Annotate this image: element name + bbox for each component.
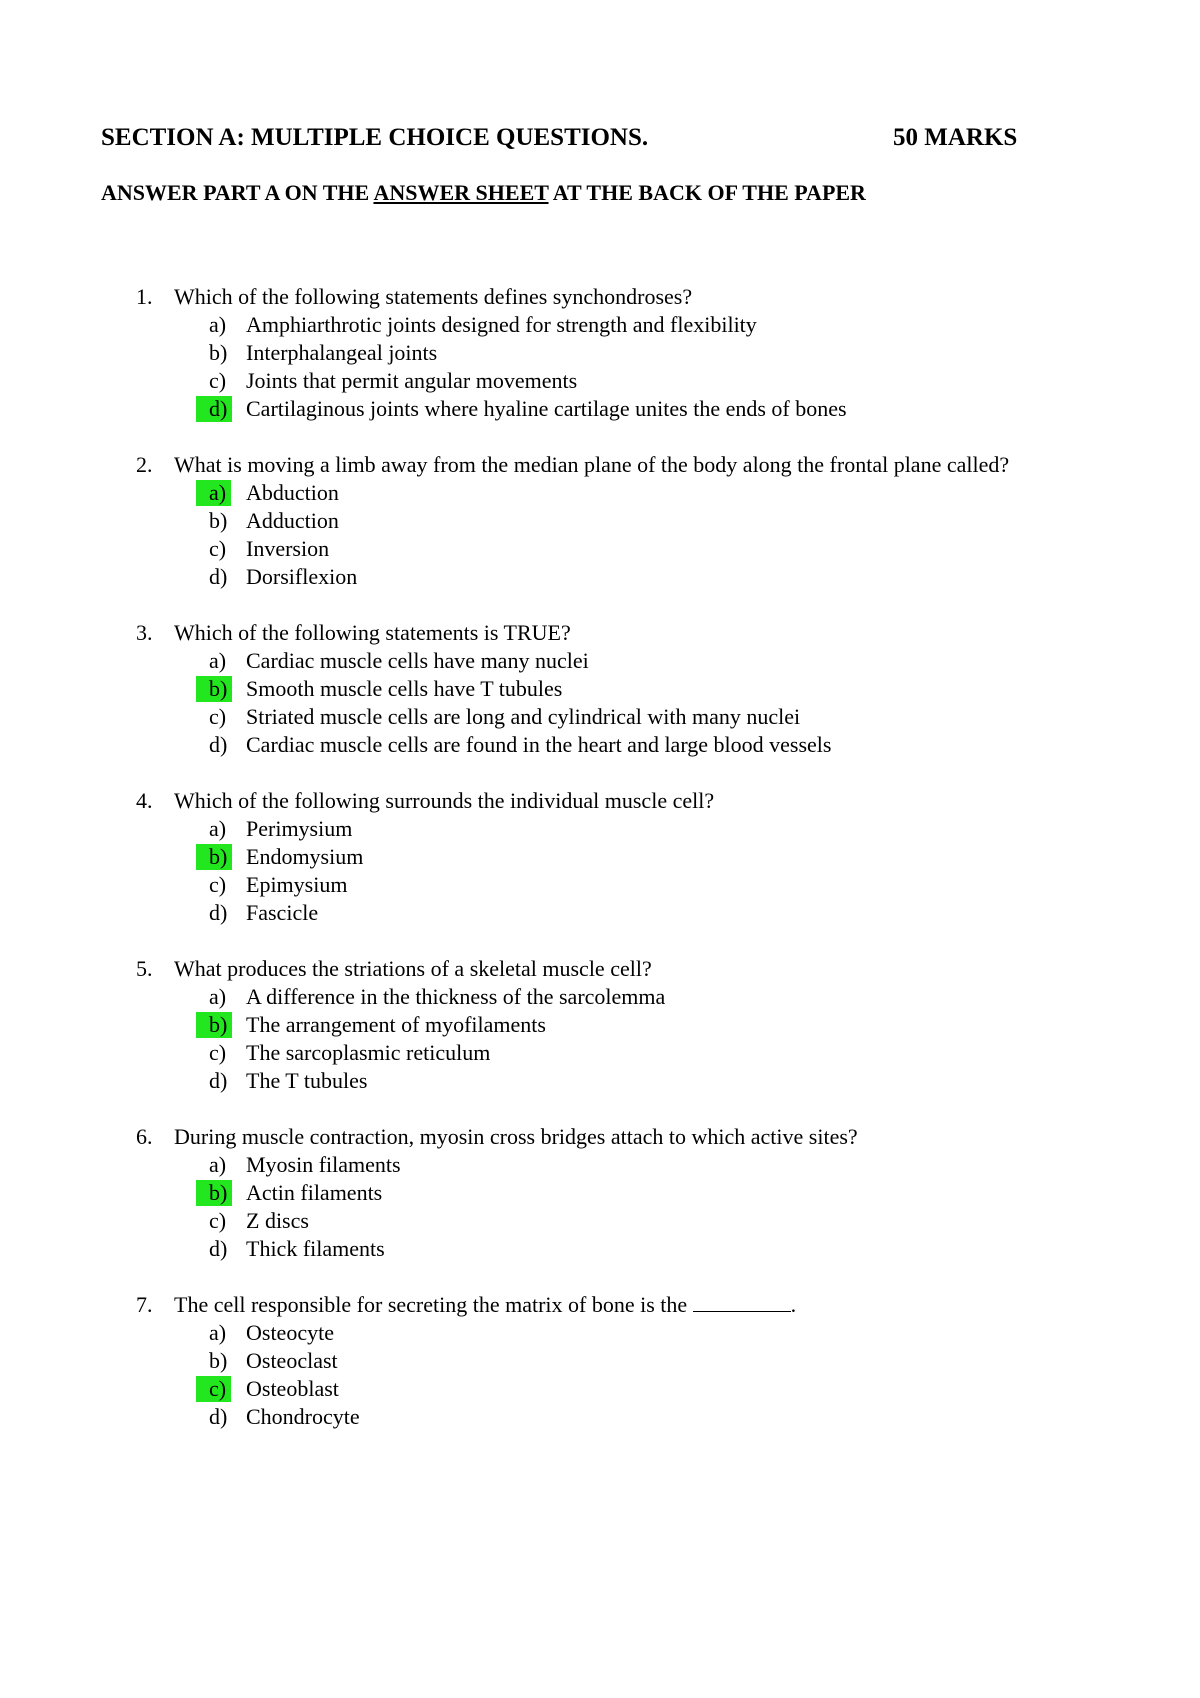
question-line <box>0 283 1200 311</box>
option-text: Endomysium <box>246 844 364 869</box>
answer-option <box>0 535 1200 563</box>
option-text: Interphalangeal joints <box>246 340 438 365</box>
option-text: Amphiarthrotic joints designed for strength and flexibility <box>246 312 757 337</box>
answer-option-highlighted <box>0 1375 1200 1403</box>
option-text: Epimysium <box>246 872 348 897</box>
option-letter-highlighted: a) <box>196 480 231 506</box>
answer-option <box>0 1207 1200 1235</box>
question-line <box>0 1291 1200 1319</box>
option-letter: a) <box>209 312 227 337</box>
answer-option <box>0 311 1200 339</box>
option-text: Joints that permit angular movements <box>246 368 578 393</box>
option-letter-highlighted: b) <box>196 1180 232 1206</box>
question-number: 7. <box>136 1292 153 1317</box>
option-letter-highlighted: d) <box>196 396 232 422</box>
answer-option <box>0 871 1200 899</box>
answer-option-highlighted <box>0 675 1200 703</box>
answer-option <box>0 983 1200 1011</box>
option-text: Inversion <box>246 536 330 561</box>
option-text: Striated muscle cells are long and cylindrical with many nuclei <box>246 704 801 729</box>
question-item <box>0 619 1200 759</box>
section-marks: 50 MARKS <box>893 124 1018 151</box>
option-letter-highlighted: b) <box>196 844 232 870</box>
question-item <box>0 955 1200 1095</box>
question-text-wrap <box>174 1123 858 1151</box>
question-number: 5. <box>136 956 153 981</box>
answer-option-highlighted <box>0 395 1200 423</box>
option-letter: a) <box>209 1320 227 1345</box>
section-title: SECTION A: MULTIPLE CHOICE QUESTIONS. <box>101 124 649 151</box>
option-letter: c) <box>209 536 227 561</box>
answer-option <box>0 703 1200 731</box>
option-text: Cardiac muscle cells are found in the heart and large blood vessels <box>246 732 832 757</box>
option-letter: c) <box>209 368 227 393</box>
question-line <box>0 787 1200 815</box>
option-text: Chondrocyte <box>246 1404 360 1429</box>
option-text: Actin filaments <box>246 1180 383 1205</box>
question-item <box>0 1123 1200 1263</box>
question-text-wrap <box>174 283 692 311</box>
option-text: Myosin filaments <box>246 1152 401 1177</box>
option-letter: d) <box>209 1404 228 1429</box>
fill-in-blank <box>693 1291 791 1312</box>
answer-option <box>0 815 1200 843</box>
instruction-prefix: ANSWER PART A ON THE <box>101 180 374 205</box>
option-letter: d) <box>209 732 228 757</box>
answer-option <box>0 563 1200 591</box>
question-text: Which of the following statements defines synchondroses? <box>174 284 693 309</box>
question-text-wrap <box>174 451 1009 479</box>
question-number: 1. <box>136 284 153 309</box>
question-item <box>0 1291 1200 1431</box>
answer-option <box>0 1347 1200 1375</box>
option-text: The sarcoplasmic reticulum <box>246 1040 491 1065</box>
instruction-answer-sheet: ANSWER SHEET <box>373 180 549 205</box>
question-text: What produces the striations of a skeletal muscle cell? <box>174 956 652 981</box>
question-line <box>0 1123 1200 1151</box>
answer-option-highlighted <box>0 1179 1200 1207</box>
question-text: Which of the following statements is TRUE? <box>174 620 571 645</box>
option-text: The T tubules <box>246 1068 368 1093</box>
question-number: 3. <box>136 620 153 645</box>
answer-option-highlighted <box>0 843 1200 871</box>
answer-option-highlighted <box>0 479 1200 507</box>
answer-option <box>0 1319 1200 1347</box>
option-letter: c) <box>209 1208 227 1233</box>
section-header <box>101 123 1036 153</box>
question-item <box>0 787 1200 927</box>
question-number: 2. <box>136 452 153 477</box>
option-text: Dorsiflexion <box>246 564 358 589</box>
question-line <box>0 619 1200 647</box>
option-text: Smooth muscle cells have T tubules <box>246 676 563 701</box>
question-text: The cell responsible for secreting the matrix of bone is the <box>174 1292 688 1317</box>
question-line <box>0 451 1200 479</box>
option-letter: c) <box>209 704 227 729</box>
answer-instruction <box>101 180 866 206</box>
option-letter-highlighted: b) <box>196 676 232 702</box>
question-item <box>0 283 1200 423</box>
question-text: During muscle contraction, myosin cross bridges attach to which active sites? <box>174 1124 858 1149</box>
question-text: Which of the following surrounds the individual muscle cell? <box>174 788 715 813</box>
option-text: Abduction <box>246 480 339 505</box>
option-letter: d) <box>209 900 228 925</box>
option-text: Osteoclast <box>246 1348 338 1373</box>
option-letter: d) <box>209 1068 228 1093</box>
question-item <box>0 451 1200 591</box>
option-letter: b) <box>209 340 228 365</box>
question-text-wrap <box>174 787 714 815</box>
question-text-wrap <box>174 619 571 647</box>
instruction-suffix: AT THE BACK OF THE PAPER <box>548 180 866 205</box>
option-letter-highlighted: c) <box>196 1376 231 1402</box>
option-text: Adduction <box>246 508 339 533</box>
answer-option <box>0 339 1200 367</box>
option-text: A difference in the thickness of the sarcolemma <box>246 984 666 1009</box>
option-text: Cartilaginous joints where hyaline cartilage unites the ends of bones <box>246 396 847 421</box>
option-letter: a) <box>209 816 227 841</box>
question-number: 6. <box>136 1124 153 1149</box>
question-list <box>0 283 1200 1459</box>
answer-option <box>0 367 1200 395</box>
answer-option <box>0 731 1200 759</box>
option-text: The arrangement of myofilaments <box>246 1012 546 1037</box>
answer-option <box>0 1067 1200 1095</box>
option-letter: a) <box>209 984 227 1009</box>
option-text: Perimysium <box>246 816 353 841</box>
option-letter: c) <box>209 872 227 897</box>
answer-option <box>0 1039 1200 1067</box>
option-letter: a) <box>209 1152 227 1177</box>
option-letter: a) <box>209 648 227 673</box>
option-letter: c) <box>209 1040 227 1065</box>
option-text: Osteoblast <box>246 1376 339 1401</box>
answer-option <box>0 647 1200 675</box>
answer-option <box>0 507 1200 535</box>
option-text: Osteocyte <box>246 1320 334 1345</box>
option-text: Fascicle <box>246 900 319 925</box>
question-text-suffix: . <box>790 1292 797 1317</box>
answer-option-highlighted <box>0 1011 1200 1039</box>
answer-option <box>0 899 1200 927</box>
option-letter: b) <box>209 1348 228 1373</box>
option-letter: b) <box>209 508 228 533</box>
answer-option <box>0 1235 1200 1263</box>
question-text-wrap <box>174 1291 796 1319</box>
option-letter-highlighted: b) <box>196 1012 232 1038</box>
option-letter: d) <box>209 1236 228 1261</box>
question-line <box>0 955 1200 983</box>
question-text: What is moving a limb away from the median plane of the body along the frontal plane called? <box>174 452 1010 477</box>
option-text: Thick filaments <box>246 1236 385 1261</box>
answer-option <box>0 1151 1200 1179</box>
option-text: Z discs <box>246 1208 309 1233</box>
answer-option <box>0 1403 1200 1431</box>
option-text: Cardiac muscle cells have many nuclei <box>246 648 589 673</box>
option-letter: d) <box>209 564 228 589</box>
question-number: 4. <box>136 788 153 813</box>
question-text-wrap <box>174 955 652 983</box>
